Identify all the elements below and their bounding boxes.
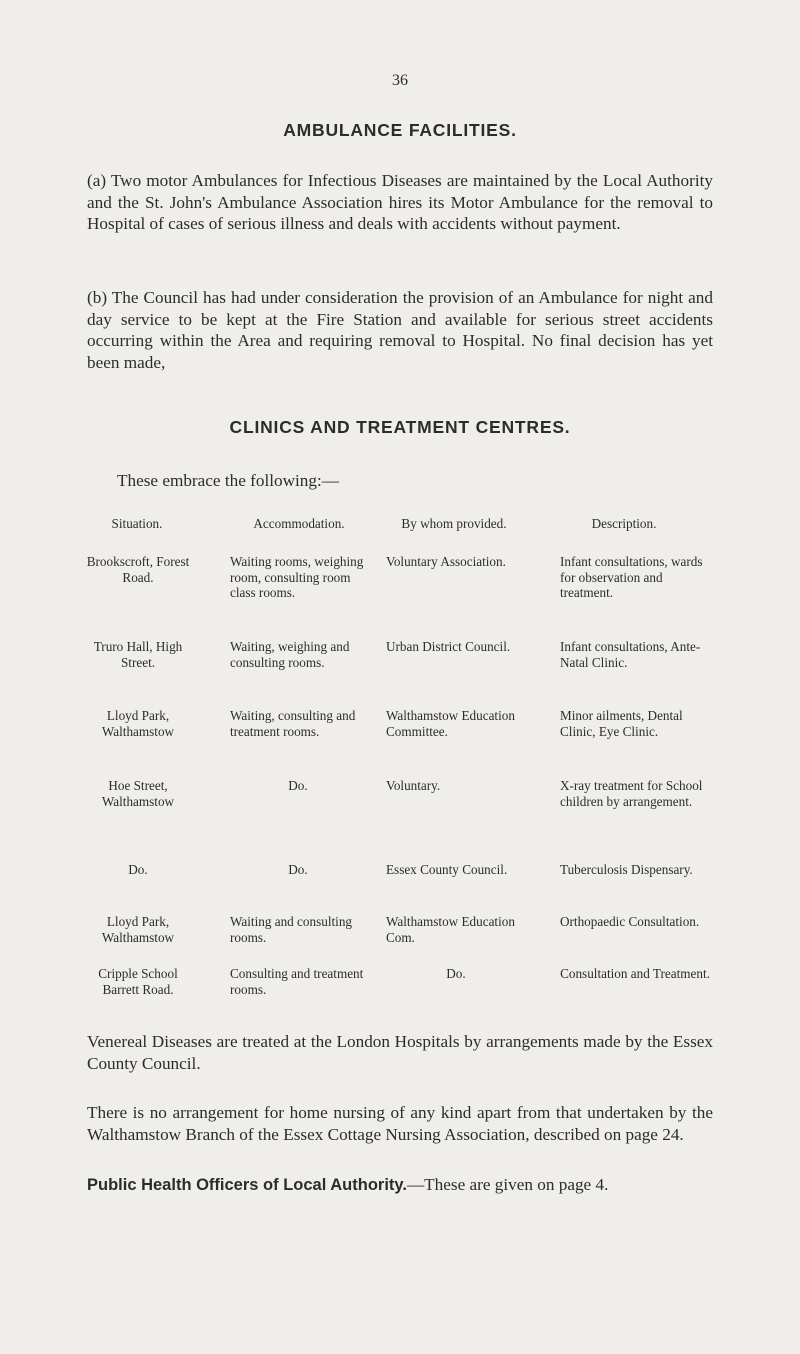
cell-accommodation: Do. bbox=[288, 778, 308, 793]
cell-description: Consultation and Treatment. bbox=[560, 966, 710, 981]
venereal-diseases-paragraph: Venereal Diseases are treated at the London Hospitals by arrangements made by the Essex County Council. bbox=[87, 1032, 713, 1073]
cell-situation: Truro Hall, High Street. bbox=[93, 639, 183, 670]
cell-description: Minor ailments, Dental Clinic, Eye Clinic. bbox=[560, 708, 683, 739]
cell-situation: Brookscroft, Forest Road. bbox=[86, 554, 190, 585]
cell-description: Tuberculosis Dispensary. bbox=[560, 862, 693, 877]
home-nursing-paragraph: There is no arrangement for home nursing of any kind apart from that undertaken by the Walthamstow Branch of the Essex Cottage Nursing Association, described on page 24. bbox=[87, 1103, 713, 1144]
clinics-heading: CLINICS AND TREATMENT CENTRES. bbox=[229, 417, 571, 437]
cell-situation: Cripple School Barrett Road. bbox=[98, 966, 178, 997]
cell-situation: Lloyd Park, Walthamstow bbox=[101, 914, 175, 945]
cell-provided-by: Essex County Council. bbox=[386, 862, 508, 877]
cell-provided-by: Urban District Council. bbox=[386, 639, 511, 654]
ambulance-heading: AMBULANCE FACILITIES. bbox=[283, 120, 517, 140]
cell-accommodation: Waiting and consulting rooms. bbox=[230, 914, 353, 945]
public-health-officers-text: —These are given on page 4. bbox=[406, 1175, 609, 1194]
ambulance-paragraph-b: (b) The Council has had under consideration the provision of an Ambulance for night and day service to be kept at the Fire Station and available for serious street accidents occurring within the Area and requiring removal to Hospital. No final decision has yet been made, bbox=[87, 288, 713, 372]
cell-provided-by: Walthamstow Education Committee. bbox=[386, 708, 515, 739]
ambulance-paragraph-a: (a) Two motor Ambulances for Infectious Diseases are maintained by the Local Authority and the St. John's Ambulance Association hires its Motor Ambulance for the removal to Hospital of cases of serious illness and deals with accidents without payment. bbox=[87, 171, 713, 233]
cell-provided-by: Voluntary Association. bbox=[386, 554, 506, 569]
public-health-officers-paragraph bbox=[87, 1174, 713, 1197]
cell-accommodation: Consulting and treatment rooms. bbox=[230, 966, 364, 997]
cell-situation: Hoe Street, Walthamstow bbox=[101, 778, 175, 809]
cell-accommodation: Do. bbox=[288, 862, 308, 877]
cell-description: Infant consultations, Ante-Natal Clinic. bbox=[560, 639, 701, 670]
cell-situation: Do. bbox=[128, 862, 148, 877]
clinics-intro: These embrace the following:— bbox=[117, 471, 339, 490]
cell-accommodation: Waiting rooms, weighing room, consulting room class rooms. bbox=[230, 554, 364, 601]
public-health-officers-lead: Public Health Officers of Local Authority. bbox=[87, 1176, 407, 1194]
column-header-description: Description. bbox=[591, 516, 657, 531]
cell-provided-by: Voluntary. bbox=[386, 778, 441, 793]
cell-accommodation: Waiting, consulting and treatment rooms. bbox=[230, 708, 356, 739]
cell-provided-by: Walthamstow Education Com. bbox=[386, 914, 515, 945]
column-header-provided-by: By whom provided. bbox=[401, 516, 507, 531]
cell-description: Orthopaedic Consultation. bbox=[560, 914, 700, 929]
cell-accommodation: Waiting, weighing and consulting rooms. bbox=[230, 639, 350, 670]
cell-description: Infant consultations, wards for observation and treatment. bbox=[560, 554, 703, 601]
cell-description: X-ray treatment for School children by arrangement. bbox=[560, 778, 703, 809]
page-number: 36 bbox=[392, 72, 408, 89]
column-header-situation: Situation. bbox=[111, 516, 163, 531]
cell-provided-by: Do. bbox=[446, 966, 466, 981]
cell-situation: Lloyd Park, Walthamstow bbox=[101, 708, 175, 739]
column-header-accommodation: Accommodation. bbox=[253, 516, 345, 531]
